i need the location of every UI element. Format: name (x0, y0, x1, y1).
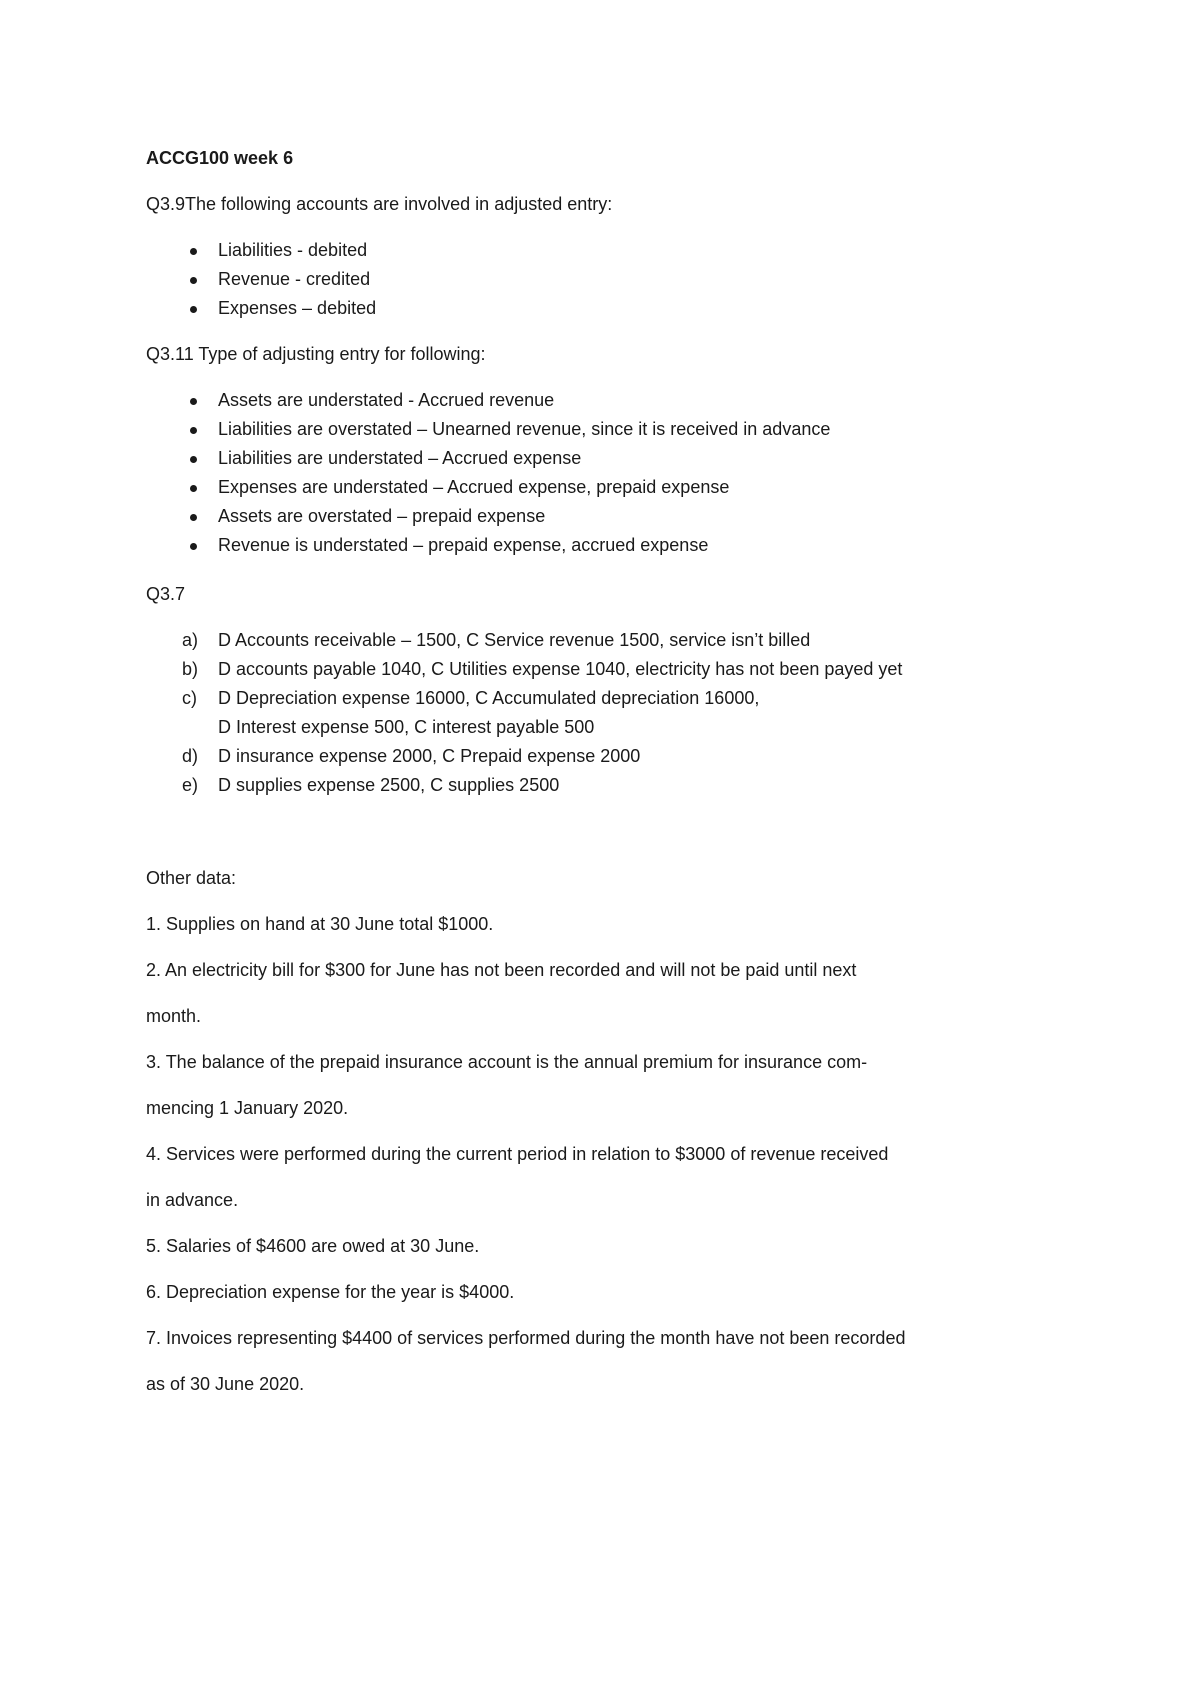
other-data-heading: Other data: (146, 868, 237, 888)
q37-heading: Q3.7 (146, 584, 186, 604)
bullet-icon (190, 306, 197, 313)
other-data-line: 1. Supplies on hand at 30 June total $1000. (146, 914, 494, 934)
bullet-icon (190, 248, 197, 255)
other-data-line: 7. Invoices representing $4400 of services performed during the month have not been recorded (146, 1328, 906, 1348)
bullet-icon (190, 427, 197, 434)
other-data-line: 3. The balance of the prepaid insurance account is the annual premium for insurance com- (146, 1052, 868, 1072)
other-data-line: in advance. (146, 1190, 239, 1210)
q39-heading: Q3.9The following accounts are involved in adjusted entry: (146, 194, 613, 214)
other-data-line: 2. An electricity bill for $300 for June has not been recorded and will not be paid until next (146, 960, 857, 980)
bullet-icon (190, 398, 197, 405)
document-title: ACCG100 week 6 (146, 148, 294, 168)
bullet-icon (190, 543, 197, 550)
other-data-line: as of 30 June 2020. (146, 1374, 305, 1394)
q311-heading: Q3.11 Type of adjusting entry for following: (146, 344, 486, 364)
other-data-line: 6. Depreciation expense for the year is $4000. (146, 1282, 515, 1302)
document-page: ACCG100 week 6 Q3.9The following accounts are involved in adjusted entry: Liabilities - debited Revenue - credited Expenses – debited Q3.11 Type of adjusting entry for following: Assets are understated - Accrued revenue Liabilities are overstated – Unearned revenue, since it is received in advance Liabilities are understated – Accrued expense Expenses are understated – Accrued expense, prepaid expense Assets are overstated – prepaid expense Revenue is understated – prepaid expense, accrued expense Q3.7 a) D Accounts receivable – 1500, C Service revenue 1500, service isn’t billed b) D accounts payable 1040, C Utilities expense 1040, electricity has not been payed yet c) D Depreciation expense 16000, C Accumulated depreciation 16000, D Interest expense 500, C interest payable 500 d) D insurance expense 2000, C Prepaid expense 2000 e) D supplies expense 2500, C supplies 2500 Other data: 1. Supplies on hand at 30 June total $1000. 2. An electricity bill for $300 for June has not been recorded and will not be paid until next month. 3. The balance of the prepaid insurance account is the annual premium for insurance com- mencing 1 January 2020. 4. Services were performed during the current period in relation to $3000 of revenue received in advance. 5. Salaries of $4600 are owed at 30 June. 6. Depreciation expense for the year is $4000. 7. Invoices representing $4400 of services performed during the month have not been recorded as of 30 June 2020. (146, 148, 906, 1394)
other-data-line: 5. Salaries of $4600 are owed at 30 June. (146, 1236, 480, 1256)
other-data-line: month. (146, 1006, 202, 1026)
other-data-line: mencing 1 January 2020. (146, 1098, 349, 1118)
bullet-icon (190, 514, 197, 521)
bullet-icon (190, 456, 197, 463)
bullet-icon (190, 277, 197, 284)
bullet-icon (190, 485, 197, 492)
other-data-line: 4. Services were performed during the current period in relation to $3000 of revenue received (146, 1144, 889, 1164)
